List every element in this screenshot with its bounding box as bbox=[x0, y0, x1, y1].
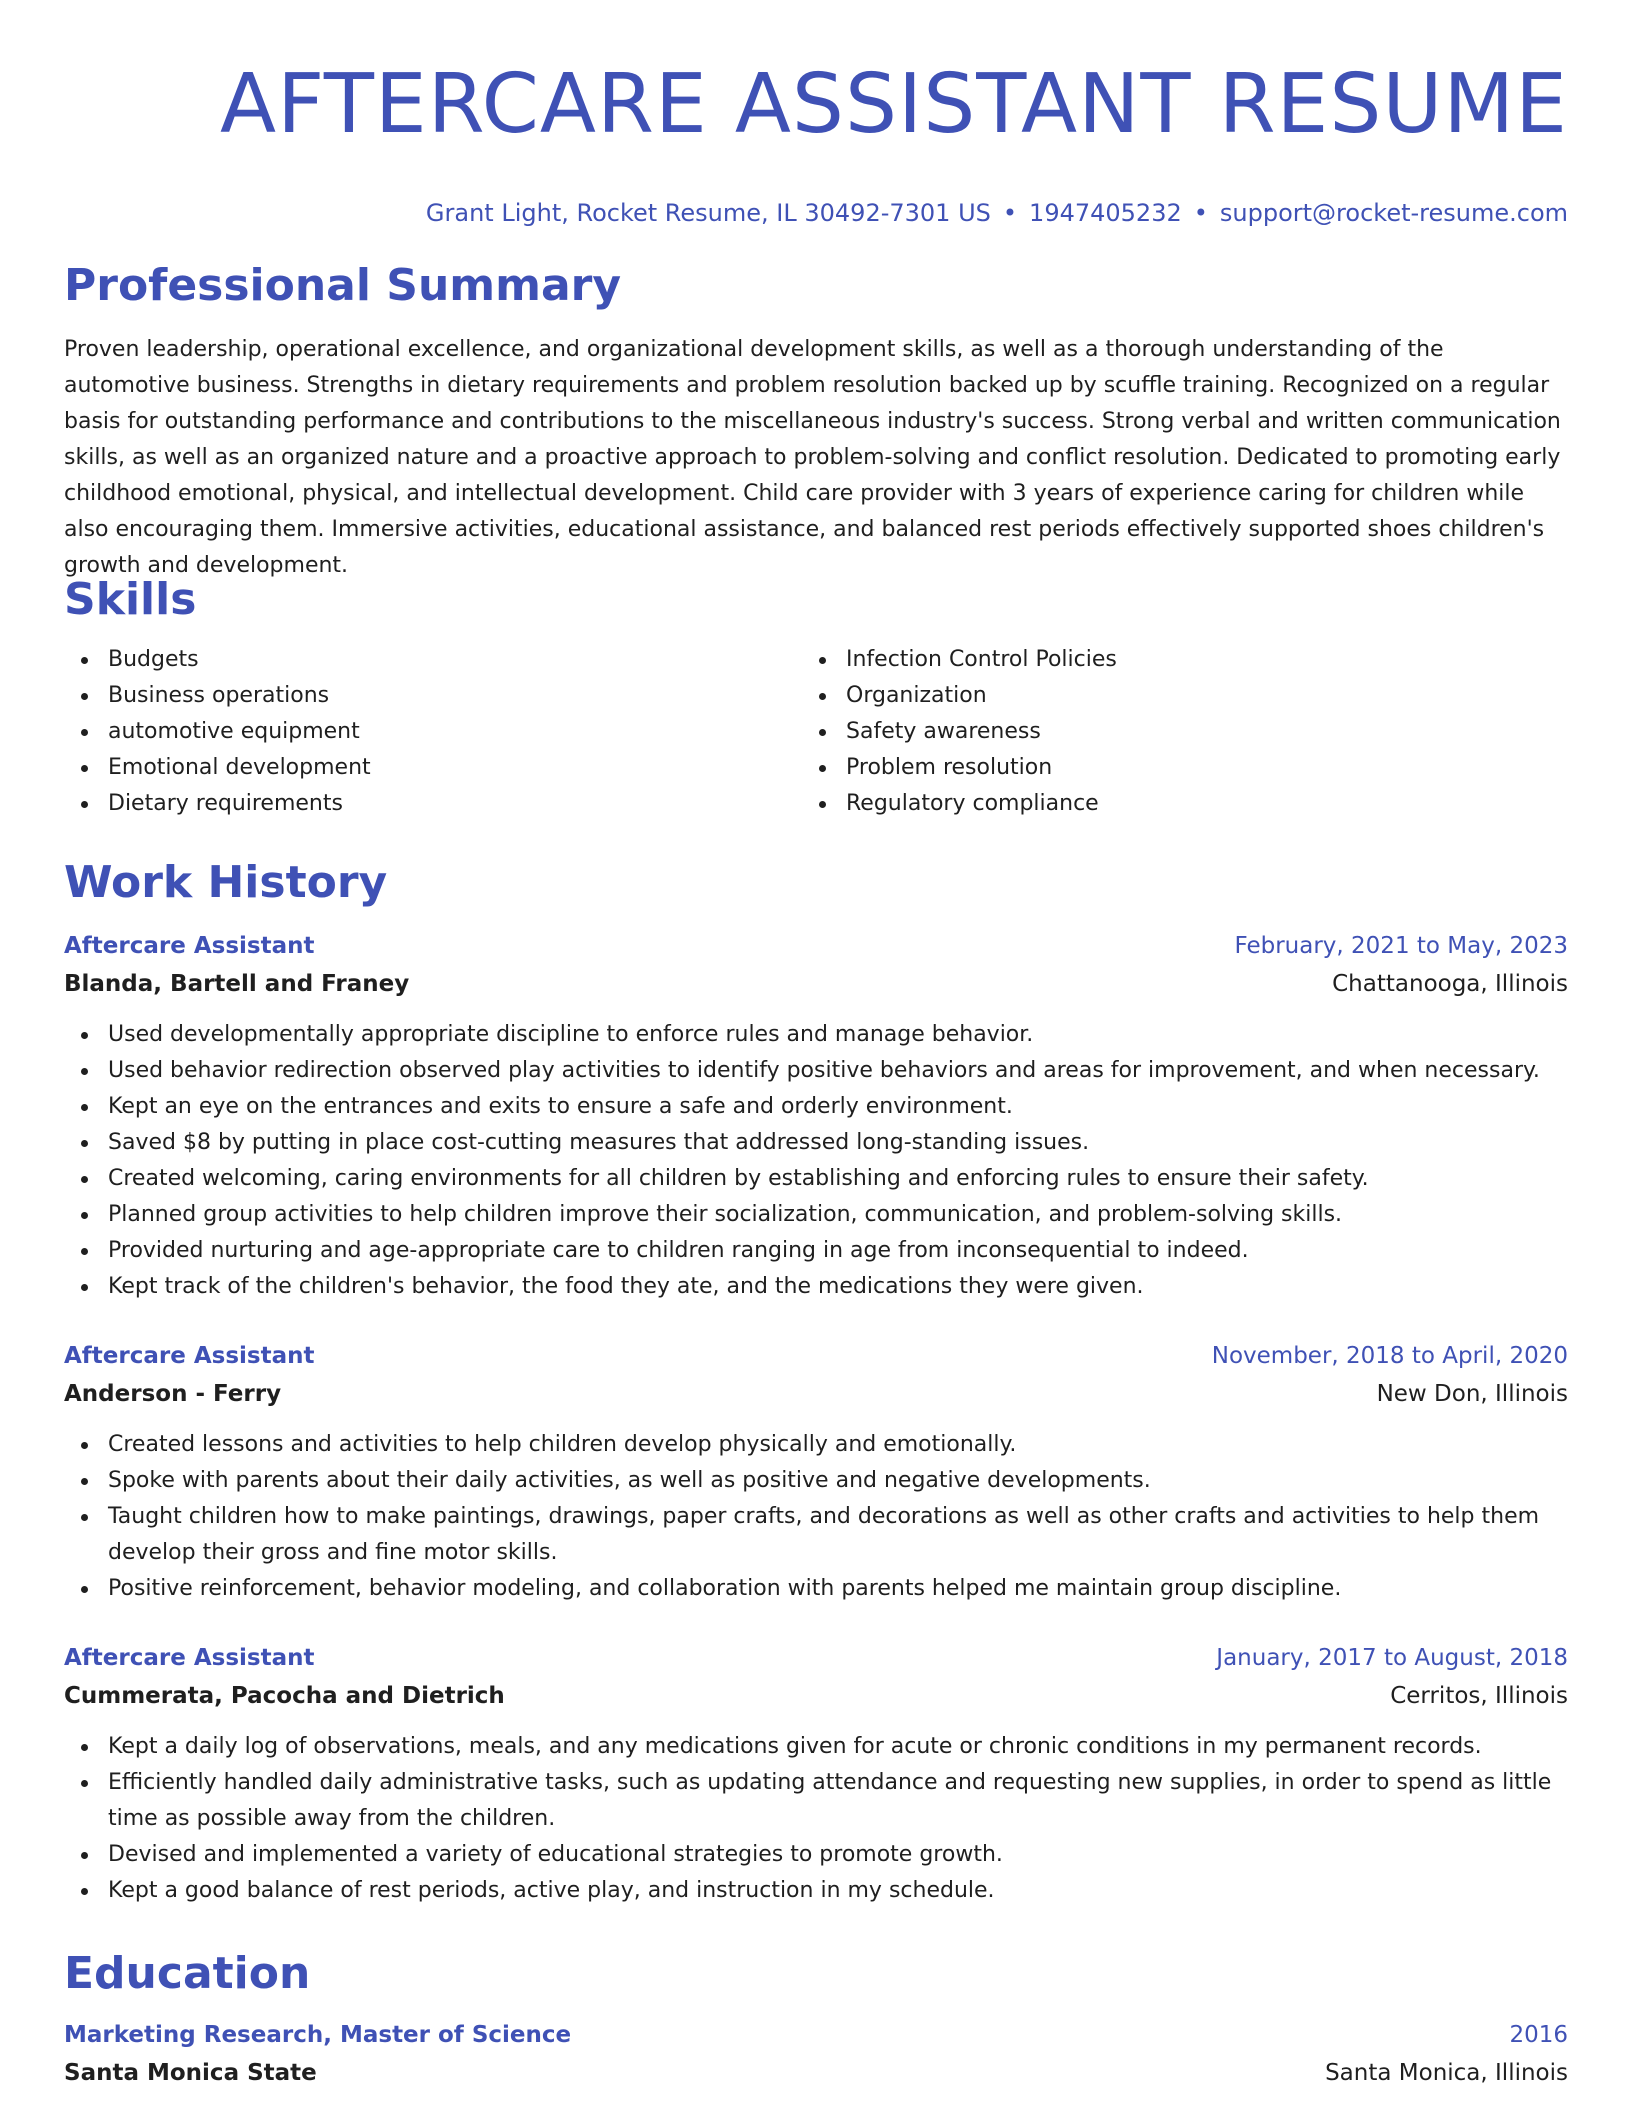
job-duty-item: Kept a good balance of rest periods, active play, and instruction in my schedule. bbox=[64, 1873, 1568, 1909]
job-duty-item: Positive reinforcement, behavior modeling, and collaboration with parents helped me maintain group discipline. bbox=[64, 1571, 1568, 1607]
job-duty-item: Kept an eye on the entrances and exits to ensure a safe and orderly environment. bbox=[64, 1089, 1568, 1125]
education-school-row bbox=[64, 2054, 1568, 2092]
job-duty-item: Saved $8 by putting in place cost-cutting measures that addressed long-standing issues. bbox=[64, 1125, 1568, 1161]
job-duty-item: Created lessons and activities to help children develop physically and emotionally. bbox=[64, 1427, 1568, 1463]
contact-separator: • bbox=[1193, 199, 1208, 227]
education-section bbox=[64, 1946, 1568, 2092]
skill-item: Problem resolution bbox=[802, 750, 1540, 786]
job-title: Aftercare Assistant bbox=[64, 1343, 315, 1369]
job-duty-item: Kept track of the children's behavior, the food they ate, and the medications they were given. bbox=[64, 1269, 1568, 1305]
education-year: 2016 bbox=[1509, 2022, 1568, 2048]
job-location: Cerritos, Illinois bbox=[1390, 1683, 1568, 1709]
job-location: Chattanooga, Illinois bbox=[1332, 971, 1568, 997]
job-title: Aftercare Assistant bbox=[64, 933, 315, 959]
skill-item: Business operations bbox=[64, 678, 802, 714]
job-company: Cummerata, Pacocha and Dietrich bbox=[64, 1683, 505, 1709]
education-location: Santa Monica, Illinois bbox=[1325, 2060, 1568, 2086]
skills-list bbox=[64, 642, 802, 822]
job-duty-item: Taught children how to make paintings, drawings, paper crafts, and decorations as well as other crafts and activities to help them develop their gross and fine motor skills. bbox=[64, 1499, 1568, 1571]
skills-grid bbox=[64, 642, 1568, 822]
job-duty-item: Kept a daily log of observations, meals, and any medications given for acute or chronic conditions in my permanent records. bbox=[64, 1729, 1568, 1765]
job-entry bbox=[64, 1337, 1568, 1607]
job-header-row bbox=[64, 1639, 1568, 1677]
education-degree: Marketing Research, Master of Science bbox=[64, 2022, 572, 2048]
job-dates: February, 2021 to May, 2023 bbox=[1234, 933, 1568, 959]
professional-summary-section bbox=[64, 258, 1568, 584]
education-school: Santa Monica State bbox=[64, 2060, 317, 2086]
job-location: New Don, Illinois bbox=[1376, 1381, 1568, 1407]
section-heading: Professional Summary bbox=[64, 260, 622, 311]
job-duties-list bbox=[64, 1729, 1568, 1909]
skill-item: Safety awareness bbox=[802, 714, 1540, 750]
section-heading: Education bbox=[64, 1948, 311, 1999]
skills-column-right bbox=[802, 642, 1540, 822]
job-company: Anderson - Ferry bbox=[64, 1381, 282, 1407]
job-duty-item: Efficiently handled daily administrative tasks, such as updating attendance and requesting new supplies, in order to spend as little time as possible away from the children. bbox=[64, 1765, 1568, 1837]
job-header-row bbox=[64, 1337, 1568, 1375]
education-entry bbox=[64, 2016, 1568, 2092]
job-company: Blanda, Bartell and Franey bbox=[64, 971, 410, 997]
job-dates: November, 2018 to April, 2020 bbox=[1211, 1343, 1568, 1369]
job-duty-item: Created welcoming, caring environments for all children by establishing and enforcing rules to ensure their safety. bbox=[64, 1161, 1568, 1197]
skill-item: Organization bbox=[802, 678, 1540, 714]
skills-column-left bbox=[64, 642, 802, 822]
job-duties-list bbox=[64, 1017, 1568, 1305]
work-history-section bbox=[64, 855, 1568, 1909]
job-header-row bbox=[64, 927, 1568, 965]
job-dates: January, 2017 to August, 2018 bbox=[1216, 1645, 1568, 1671]
skills-section bbox=[64, 572, 1568, 822]
summary-text: Proven leadership, operational excellence, and organizational development skills, as well as a thorough understanding of the automotive business. Strengths in dietary requirements and problem resolution backed up by scuffle training. Recognized on a regular basis for outstanding performance and contributions to the miscellaneous industry's success. Strong verbal and written communication skills, as well as an organized nature and a proactive approach to problem-solving and conflict resolution. Dedicated to promoting early childhood emotional, physical, and intellectual development. Child care provider with 3 years of experience caring for children while also encouraging them. Immersive activities, educational assistance, and balanced rest periods effectively supported shoes children's growth and development. bbox=[64, 337, 1561, 578]
job-company-row bbox=[64, 1677, 1568, 1715]
skill-item: Budgets bbox=[64, 642, 802, 678]
contact-phone[interactable]: 1947405232 bbox=[1029, 199, 1182, 227]
job-duties-list bbox=[64, 1427, 1568, 1607]
skill-item: automotive equipment bbox=[64, 714, 802, 750]
job-duty-item: Provided nurturing and age-appropriate care to children ranging in age from inconsequential to indeed. bbox=[64, 1233, 1568, 1269]
contact-email[interactable]: support@rocket-resume.com bbox=[1219, 199, 1568, 227]
resume-title: AFTERCARE ASSISTANT RESUME bbox=[220, 57, 1568, 152]
job-entry bbox=[64, 927, 1568, 1305]
job-company-row bbox=[64, 1375, 1568, 1413]
section-heading: Skills bbox=[64, 574, 197, 625]
resume-header bbox=[64, 50, 1568, 230]
contact-address: Grant Light, Rocket Resume, IL 30492-7301 US bbox=[425, 199, 991, 227]
job-duty-item: Used developmentally appropriate discipline to enforce rules and manage behavior. bbox=[64, 1017, 1568, 1053]
job-duty-item: Used behavior redirection observed play activities to identify positive behaviors and areas for improvement, and when necessary. bbox=[64, 1053, 1568, 1089]
job-duty-item: Spoke with parents about their daily activities, as well as positive and negative developments. bbox=[64, 1463, 1568, 1499]
skill-item: Dietary requirements bbox=[64, 786, 802, 822]
skill-item: Infection Control Policies bbox=[802, 642, 1540, 678]
job-duty-item: Devised and implemented a variety of educational strategies to promote growth. bbox=[64, 1837, 1568, 1873]
skills-list bbox=[802, 642, 1540, 822]
contact-line bbox=[64, 196, 1568, 230]
job-duty-item: Planned group activities to help children improve their socialization, communication, and problem-solving skills. bbox=[64, 1197, 1568, 1233]
education-header-row bbox=[64, 2016, 1568, 2054]
job-company-row bbox=[64, 965, 1568, 1003]
job-entry bbox=[64, 1639, 1568, 1909]
skill-item: Regulatory compliance bbox=[802, 786, 1540, 822]
contact-separator: • bbox=[1002, 199, 1018, 227]
job-title: Aftercare Assistant bbox=[64, 1645, 315, 1671]
section-heading: Work History bbox=[64, 857, 388, 908]
skill-item: Emotional development bbox=[64, 750, 802, 786]
